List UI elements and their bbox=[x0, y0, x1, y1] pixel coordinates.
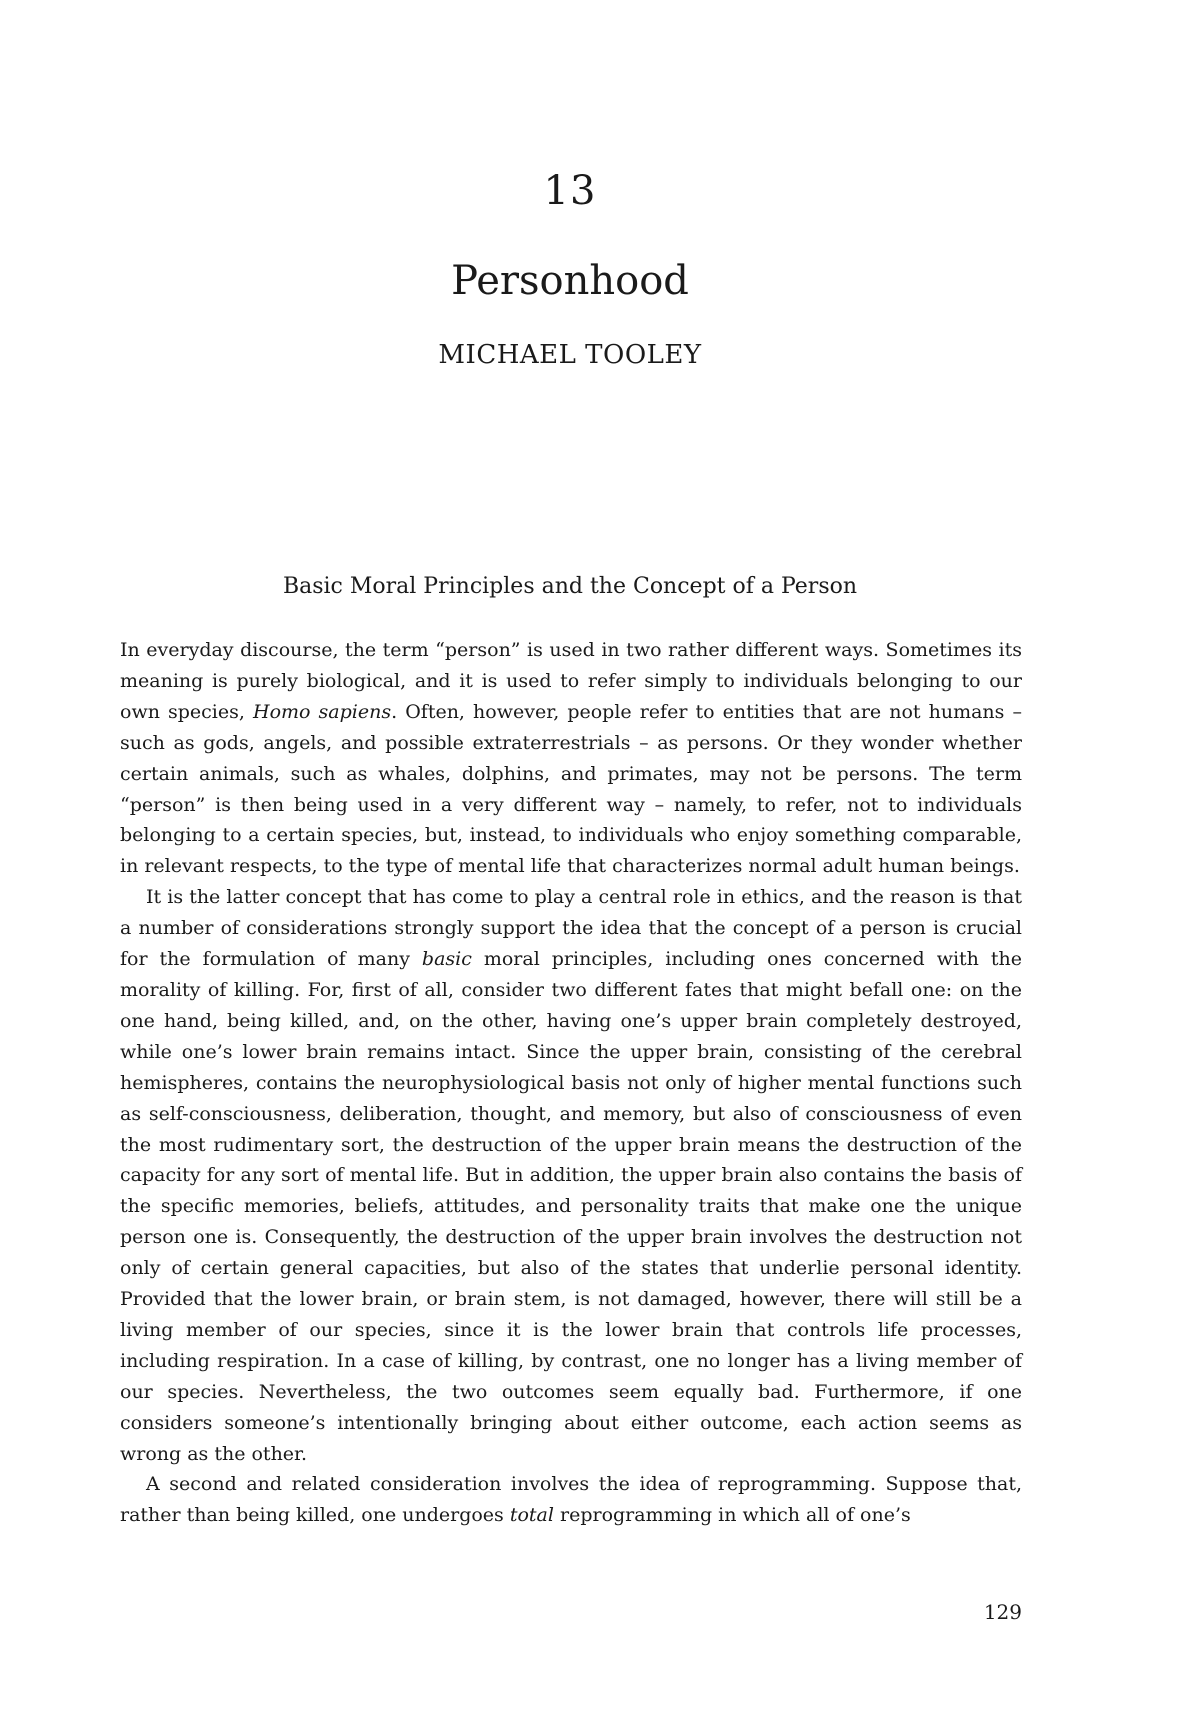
paragraph-3-text-a: A second and related consideration involves the idea of reprogramming. Suppose that, rather than being killed, one undergoes bbox=[120, 1473, 1022, 1527]
paragraph-2-italic: basic bbox=[421, 948, 472, 971]
paragraph-3 bbox=[120, 1469, 1022, 1531]
paragraph-2-text-b: moral principles, including ones concerned with the morality of killing. For, first of all, consider two different fates that might befall one: on the one hand, being killed, and, on the other, having one’s upper brain completely destroyed, while one’s lower brain remains intact. Since the upper brain, consisting of the cerebral hemispheres, contains the neurophysiological basis not only of higher mental functions such as self-consciousness, deliberation, thought, and memory, but also of consciousness of even the most rudimentary sort, the destruction of the upper brain means the destruction of the capacity for any sort of mental life. But in addition, the upper brain also contains the basis of the specific memories, beliefs, attitudes, and personality traits that make one the unique person one is. Consequently, the destruction of the upper brain involves the destruction not only of certain general capacities, but also of the states that underlie personal identity. Provided that the lower brain, or brain stem, is not damaged, however, there will still be a living member of our species, since it is the lower brain that controls life processes, including respiration. In a case of killing, by contrast, one no longer has a living member of our species. Nevertheless, the two outcomes seem equally bad. Furthermore, if one considers someone’s intentionally bringing about either outcome, each action seems as wrong as the other. bbox=[120, 948, 1022, 1465]
chapter-number: 13 bbox=[543, 168, 597, 214]
chapter-author: MICHAEL TOOLEY bbox=[438, 340, 702, 370]
paragraph-1-italic: Homo sapiens bbox=[253, 700, 392, 723]
paragraph-2 bbox=[120, 882, 1022, 1469]
paragraph-1-text-a: In everyday discourse, the term “person” is used in two rather different ways. Sometimes its meaning is purely biological, and it is used to refer simply to individuals belonging to our own species, bbox=[120, 639, 1022, 723]
chapter-title: Personhood bbox=[451, 258, 689, 304]
paragraph-2-text-a: It is the latter concept that has come to play a central role in ethics, and the reason is that a number of considerations strongly support the idea that the concept of a person is crucial for the formulation of many bbox=[120, 886, 1022, 971]
body-text bbox=[120, 635, 1022, 1531]
paragraph-3-italic: total bbox=[509, 1504, 554, 1527]
section-heading: Basic Moral Principles and the Concept of a Person bbox=[282, 574, 858, 599]
page-number: 129 bbox=[983, 1600, 1022, 1624]
paragraph-3-text-b: reprogramming in which all of one’s bbox=[553, 1504, 911, 1527]
paragraph-1 bbox=[120, 635, 1022, 882]
paragraph-1-text-b: . Often, however, people refer to entities that are not humans – such as gods, angels, and possible extraterrestrials – as persons. Or they wonder whether certain animals, such as whales, dolphins, and primates, may not be persons. The term “person” is then being used in a very different way – namely, to refer, not to individuals belonging to a certain species, but, instead, to individuals who enjoy something comparable, in relevant respects, to the type of mental life that characterizes normal adult human beings. bbox=[120, 700, 1022, 878]
